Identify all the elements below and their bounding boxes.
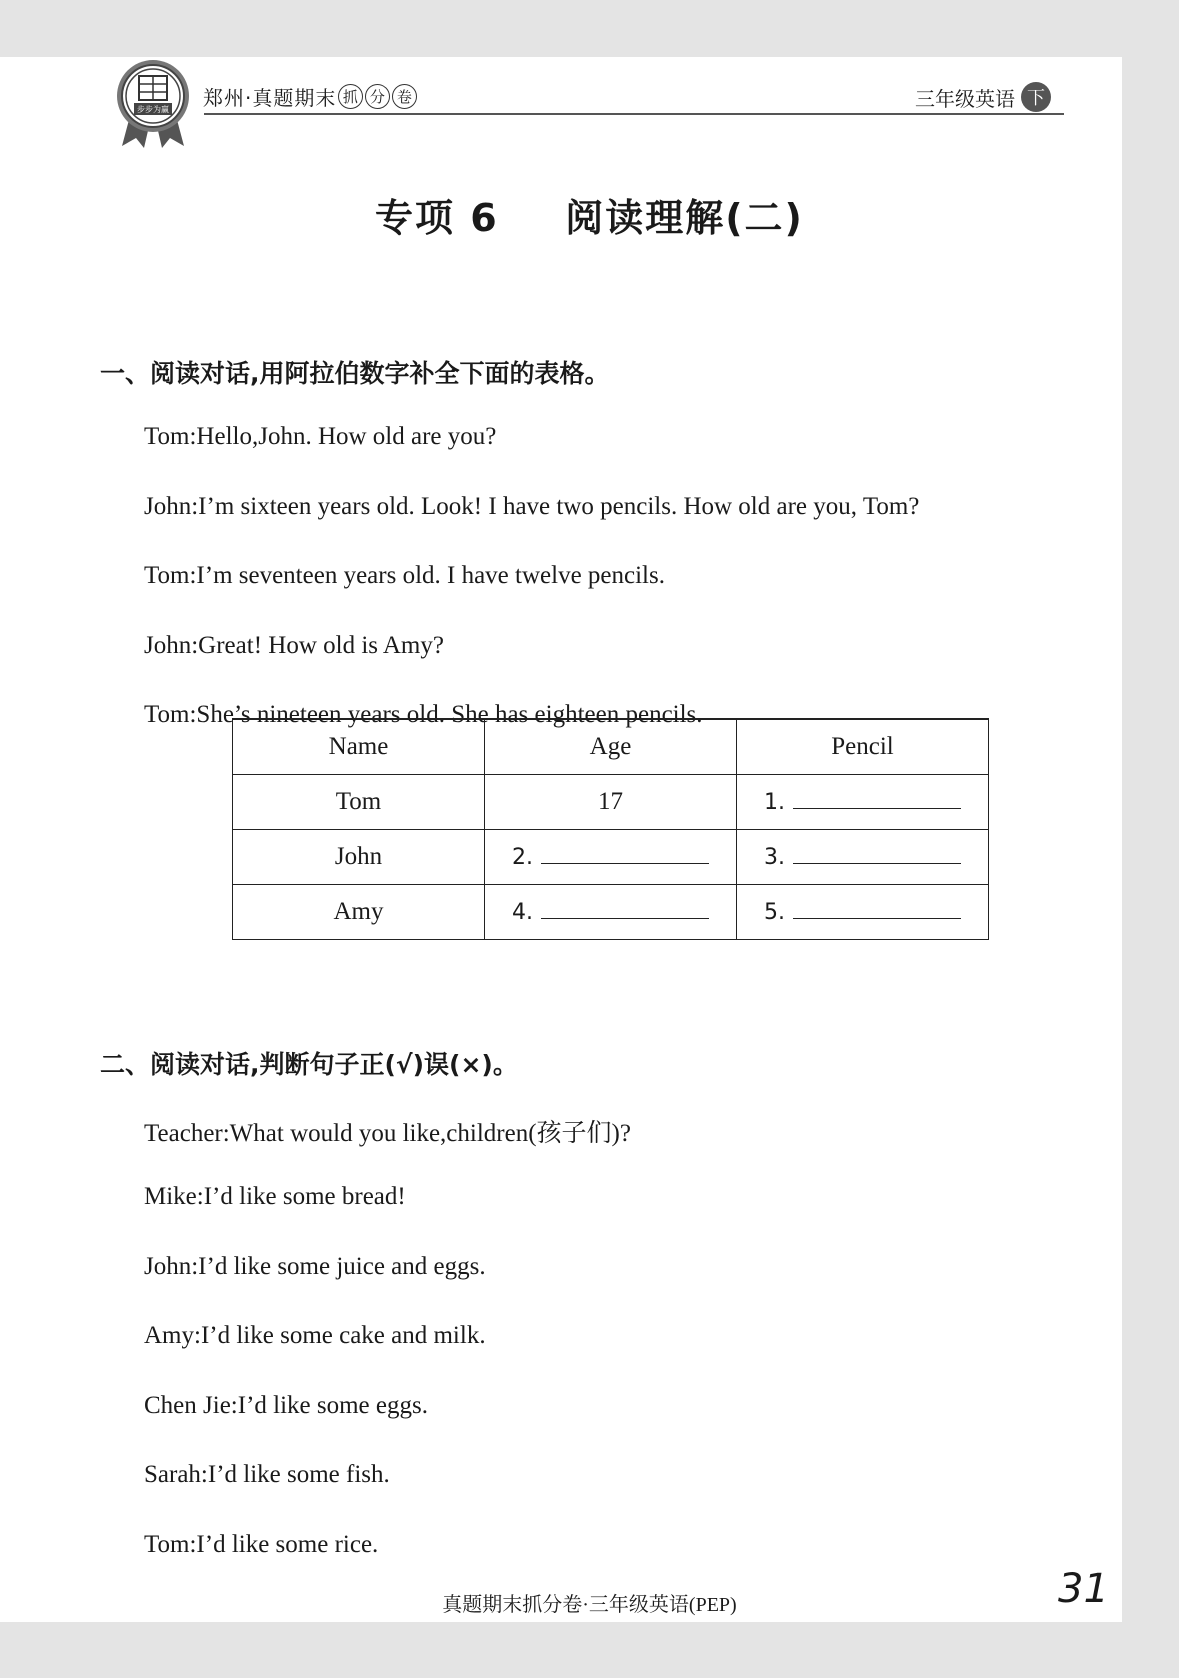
table-header-row — [233, 719, 989, 775]
header-divider — [204, 113, 1064, 115]
dialogue-line: John:I’m sixteen years old. Look! I have two pencils. How old are you, Tom? — [144, 493, 920, 520]
dialogue-line: Mike:I’d like some bread! — [144, 1183, 406, 1210]
dialogue-line: Tom:She’s nineteen years old. She has eighteen pencils. — [144, 701, 703, 728]
dialogue-line: Tom:Hello,John. How old are you? — [144, 423, 497, 450]
cell-name: Tom — [233, 775, 485, 830]
header-series-title — [203, 82, 417, 111]
col-header-name: Name — [233, 719, 485, 775]
answer-blank-2[interactable] — [512, 843, 709, 870]
dialogue-line: Teacher:What would you like,children(孩子们)? — [144, 1120, 631, 1147]
blank-number: 1. — [764, 790, 785, 815]
cell-age — [485, 885, 737, 940]
answer-blank-5[interactable] — [764, 898, 961, 925]
cell-pencil — [737, 885, 989, 940]
brand-logo-icon — [112, 58, 194, 150]
header-left-prefix: 郑州·真题期末 — [203, 86, 337, 110]
col-header-age: Age — [485, 719, 737, 775]
blank-number: 4. — [512, 900, 533, 925]
dialogue-line: Tom:I’m seventeen years old. I have twelve pencils. — [144, 562, 665, 589]
page-title — [0, 187, 1179, 242]
header-grade-label — [915, 82, 1051, 112]
header-circled-char-3: 卷 — [392, 84, 417, 109]
answer-blank-1[interactable] — [764, 788, 961, 815]
footer-text: 真题期末抓分卷·三年级英语(PEP) — [442, 1594, 737, 1616]
blank-line — [793, 788, 961, 809]
answer-blank-4[interactable] — [512, 898, 709, 925]
blank-number: 5. — [764, 900, 785, 925]
dialogue-line: Tom:I’d like some rice. — [144, 1531, 379, 1558]
logo-text: 步步为赢 — [137, 105, 169, 114]
section1-heading: 一、阅读对话,用阿拉伯数字补全下面的表格。 — [100, 359, 610, 388]
blank-number: 2. — [512, 845, 533, 870]
page-number: 31 — [1058, 1566, 1109, 1612]
blank-number: 3. — [764, 845, 785, 870]
dialogue-line: Chen Jie:I’d like some eggs. — [144, 1392, 428, 1419]
dialogue-line: John:Great! How old is Amy? — [144, 632, 444, 659]
blank-line — [793, 898, 961, 919]
cell-age: 17 — [485, 775, 737, 830]
answer-table — [232, 718, 989, 940]
blank-line — [793, 843, 961, 864]
dialogue-line: John:I’d like some juice and eggs. — [144, 1253, 486, 1280]
cell-pencil — [737, 830, 989, 885]
blank-line — [541, 843, 709, 864]
col-header-pencil: Pencil — [737, 719, 989, 775]
cell-name: Amy — [233, 885, 485, 940]
section2-heading: 二、阅读对话,判断句子正(√)误(×)。 — [100, 1050, 518, 1079]
answer-blank-3[interactable] — [764, 843, 961, 870]
cell-pencil — [737, 775, 989, 830]
dialogue-line: Sarah:I’d like some fish. — [144, 1461, 390, 1488]
volume-badge: 下 — [1021, 82, 1051, 112]
cell-name: John — [233, 830, 485, 885]
header-circled-char-2: 分 — [365, 84, 390, 109]
blank-line — [541, 898, 709, 919]
header-right-text: 三年级英语 — [915, 86, 1015, 111]
header-circled-char-1: 抓 — [338, 84, 363, 109]
table-row — [233, 885, 989, 940]
table-row — [233, 775, 989, 830]
title-main: 阅读理解(二) — [565, 196, 804, 240]
cell-age — [485, 830, 737, 885]
table-row — [233, 830, 989, 885]
title-prefix: 专项 6 — [375, 196, 499, 240]
dialogue-line: Amy:I’d like some cake and milk. — [144, 1322, 486, 1349]
